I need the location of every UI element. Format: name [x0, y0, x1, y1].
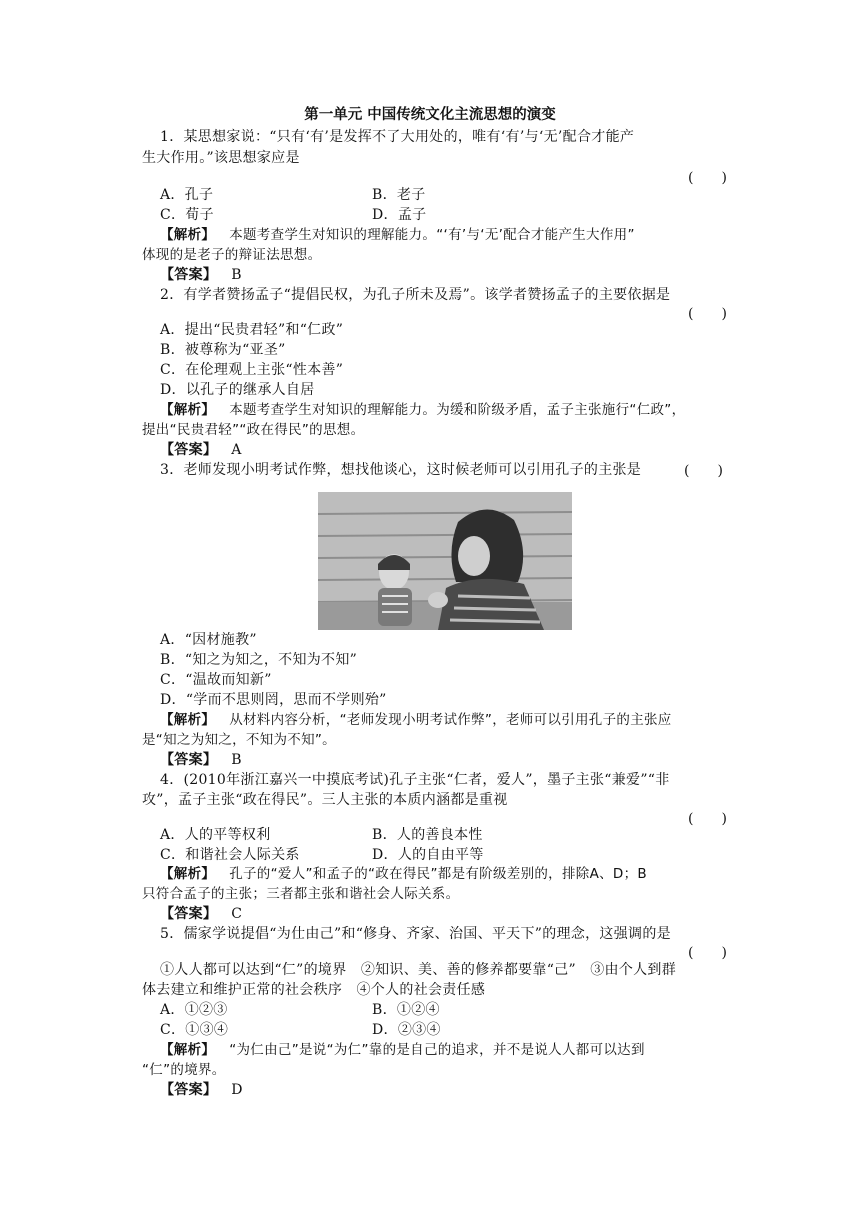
answer-value: A — [231, 442, 242, 458]
q2-option-a: A．提出“民贵君轻”和“仁政” — [160, 322, 344, 338]
q1-analysis-line1 — [160, 225, 635, 245]
analysis-tag: 【解析】 — [160, 1042, 216, 1058]
q2-analysis-line2: 提出“民贵君轻”“政在得民”的思想。 — [142, 422, 365, 438]
q4-option-c: C．和谐社会人际关系 — [160, 847, 300, 863]
q3-option-b: B．“知之为知之，不知为不知” — [160, 652, 358, 668]
answer-value: B — [231, 752, 242, 768]
analysis-text: 孔子的“爱人”和孟子的“政在得民”都是有阶级差别的，排除A、D；B — [229, 866, 647, 882]
q4-stem-line2: 攻”，孟子主张“政在得民”。三人主张的本质内涵都是重视 — [142, 792, 508, 808]
q5-stem-line1: 5．儒家学说提倡“为仕由己”和“修身、齐家、治国、平天下”的理念，这强调的是 — [160, 926, 671, 942]
q5-statements-line1: ①人人都可以达到“仁”的境界 ②知识、美、善的修养都要靠“己” ③由个人到群 — [160, 962, 677, 978]
q2-option-b: B．被尊称为“亚圣” — [160, 342, 286, 358]
answer-value: D — [231, 1082, 243, 1098]
answer-tag: 【答案】 — [160, 752, 218, 768]
q5-answer — [160, 1080, 243, 1100]
q1-stem-line2: 生大作用。”该思想家应是 — [142, 150, 300, 166]
answer-tag: 【答案】 — [160, 906, 218, 922]
answer-value: B — [231, 267, 242, 283]
q2-answer — [160, 440, 242, 460]
analysis-text: 本题考查学生对知识的理解能力。“‘有’与‘无’配合才能产生大作用” — [229, 227, 635, 243]
q4-analysis-line2: 只符合孟子的主张；三者都主张和谐社会人际关系。 — [142, 886, 460, 902]
answer-value: C — [231, 906, 243, 922]
q5-option-d: D．②③④ — [372, 1022, 441, 1038]
q1-answer-blank: ( ) — [688, 170, 727, 186]
answer-tag: 【答案】 — [160, 442, 218, 458]
q3-option-d: D．“学而不思则罔，思而不学则殆” — [160, 692, 387, 708]
q5-option-c: C．①③④ — [160, 1022, 229, 1038]
analysis-text: “为仁由己”是说“为仁”靠的是自己的追求，并不是说人人都可以达到 — [229, 1042, 645, 1058]
q1-analysis-line2: 体现的是老子的辩证法思想。 — [142, 247, 322, 263]
page-title: 第一单元 中国传统文化主流思想的演变 — [304, 107, 556, 123]
q2-answer-blank: ( ) — [688, 306, 727, 322]
analysis-tag: 【解析】 — [160, 227, 216, 243]
q3-analysis-line1 — [160, 710, 672, 730]
q5-option-b: B．①②④ — [372, 1002, 440, 1018]
q3-answer-blank: ( ) — [684, 463, 723, 479]
q2-option-c: C．在伦理观上主张“性本善” — [160, 362, 344, 378]
analysis-tag: 【解析】 — [160, 712, 216, 728]
analysis-text: 本题考查学生对知识的理解能力。为缓和阶级矛盾，孟子主张施行“仁政”， — [229, 402, 686, 418]
q1-stem-line1: 1．某思想家说：“只有‘有’是发挥不了大用处的，唯有‘有’与‘无’配合才能产 — [160, 129, 635, 145]
q4-analysis-line1 — [160, 864, 647, 884]
q5-answer-blank: ( ) — [688, 945, 727, 961]
q4-answer-blank: ( ) — [688, 811, 727, 827]
q3-stem-line1: 3．老师发现小明考试作弊，想找他谈心，这时候老师可以引用孔子的主张是 — [160, 462, 642, 478]
classroom-photo — [318, 492, 572, 630]
answer-tag: 【答案】 — [160, 267, 218, 283]
q4-option-a: A．人的平等权利 — [160, 827, 271, 843]
q4-answer — [160, 904, 242, 924]
q2-stem-line1: 2．有学者赞扬孟子“提倡民权，为孔子所未及焉”。该学者赞扬孟子的主要依据是 — [160, 287, 671, 303]
q2-option-d: D．以孔子的继承人自居 — [160, 382, 315, 398]
q4-option-b: B．人的善良本性 — [372, 827, 483, 843]
analysis-tag: 【解析】 — [160, 402, 216, 418]
q1-option-c: C．荀子 — [160, 207, 214, 223]
q1-option-b: B．老子 — [372, 187, 426, 203]
q1-option-a: A．孔子 — [160, 187, 214, 203]
q1-option-d: D．孟子 — [372, 207, 427, 223]
q5-option-a: A．①②③ — [160, 1002, 228, 1018]
q4-stem-line1: 4．(2010年浙江嘉兴一中摸底考试)孔子主张“仁者，爱人”，墨子主张“兼爱”“非 — [160, 772, 670, 788]
answer-tag: 【答案】 — [160, 1082, 218, 1098]
q3-answer — [160, 750, 242, 770]
analysis-text: 从材料内容分析，“老师发现小明考试作弊”，老师可以引用孔子的主张应 — [229, 712, 672, 728]
teacher-student-photo-illustration — [318, 492, 572, 630]
q5-analysis-line2: “仁”的境界。 — [142, 1062, 226, 1078]
q5-statements-line2: 体去建立和维护正常的社会秩序 ④个人的社会责任感 — [142, 982, 486, 998]
q5-analysis-line1 — [160, 1040, 645, 1060]
q3-option-c: C．“温故而知新” — [160, 672, 272, 688]
q3-option-a: A．“因材施教” — [160, 632, 257, 648]
q4-option-d: D．人的自由平等 — [372, 847, 484, 863]
q2-analysis-line1 — [160, 400, 685, 420]
analysis-tag: 【解析】 — [160, 866, 216, 882]
q3-analysis-line2: 是“知之为知之，不知为不知”。 — [142, 732, 336, 748]
q1-answer — [160, 265, 242, 285]
